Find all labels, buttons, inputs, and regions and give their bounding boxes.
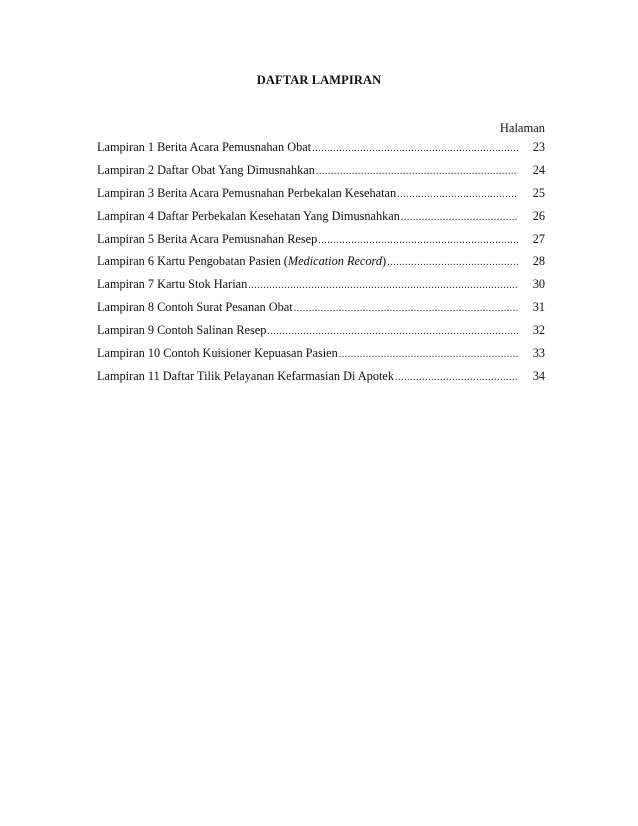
appendix-entry — [97, 276, 545, 299]
appendix-entry-label: Lampiran 9 Contoh Salinan Resep — [97, 323, 267, 338]
appendix-entry-page: 34 — [532, 368, 545, 383]
appendix-entry — [97, 322, 545, 345]
appendix-entry-label: Lampiran 8 Contoh Surat Pesanan Obat — [97, 300, 293, 315]
appendix-entry — [97, 185, 545, 208]
appendix-entry-page: 23 — [532, 140, 545, 154]
appendix-entry-label: Lampiran 10 Contoh Kuisioner Kepuasan Pasien — [97, 346, 338, 361]
dot-leader — [387, 255, 518, 271]
dot-leader — [316, 164, 518, 180]
page-column-header: Halaman — [499, 121, 545, 135]
dot-leader — [397, 187, 518, 203]
dot-leader — [267, 324, 518, 340]
dot-leader — [339, 347, 518, 363]
dot-leader — [401, 210, 518, 226]
appendix-entry-page: 28 — [532, 254, 545, 269]
appendix-entry-page: 32 — [532, 323, 545, 338]
appendix-entry-page: 27 — [532, 231, 545, 246]
appendix-entry-label: Lampiran 3 Berita Acara Pemusnahan Perbekalan Kesehatan — [97, 185, 397, 200]
appendix-entry — [97, 139, 545, 162]
appendix-list — [97, 139, 545, 391]
appendix-entry-label: Lampiran 1 Berita Acara Pemusnahan Obat — [97, 140, 312, 154]
appendix-entry-page: 31 — [532, 300, 545, 315]
appendix-entry-page: 24 — [532, 162, 545, 177]
appendix-entry — [97, 368, 545, 391]
appendix-entry — [97, 162, 545, 185]
appendix-entry-label: Lampiran 2 Daftar Obat Yang Dimusnahkan — [97, 162, 315, 177]
page-title: DAFTAR LAMPIRAN — [256, 73, 382, 87]
appendix-entry — [97, 299, 545, 322]
appendix-entry-page: 33 — [532, 346, 545, 361]
dot-leader — [248, 278, 518, 294]
appendix-entry-page: 26 — [532, 208, 545, 223]
appendix-entry-page: 25 — [532, 185, 545, 200]
dot-leader — [294, 301, 518, 317]
dot-leader — [318, 233, 518, 249]
appendix-entry-label: Lampiran 6 Kartu Pengobatan Pasien (Medication Record) — [97, 254, 387, 269]
appendix-entry-label: Lampiran 7 Kartu Stok Harian — [97, 277, 248, 292]
appendix-entry-label: Lampiran 4 Daftar Perbekalan Kesehatan Yang Dimusnahkan — [97, 208, 400, 223]
appendix-entry — [97, 345, 545, 368]
appendix-entry — [97, 253, 545, 276]
appendix-entry-label: Lampiran 5 Berita Acara Pemusnahan Resep — [97, 231, 318, 246]
appendix-entry-page: 30 — [532, 277, 545, 292]
dot-leader — [312, 141, 518, 157]
appendix-entry-label: Lampiran 11 Daftar Tilik Pelayanan Kefarmasian Di Apotek — [97, 368, 394, 383]
appendix-entry — [97, 231, 545, 254]
appendix-entry — [97, 208, 545, 231]
dot-leader — [395, 370, 518, 386]
